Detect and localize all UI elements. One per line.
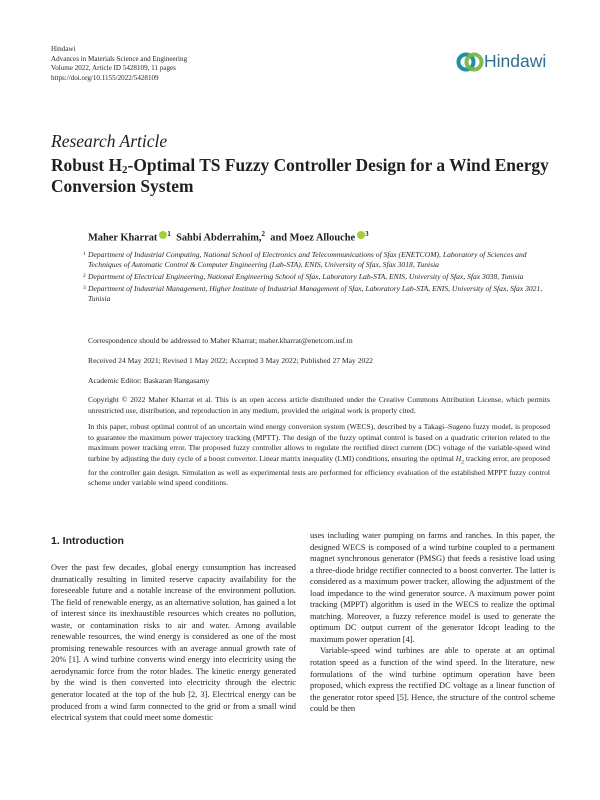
author-name[interactable]: and Moez Allouche <box>270 232 356 244</box>
affiliation-text: Department of Industrial Management, Higher Institute of Industrial Management of Sfax, Laboratory Lab-STA, ENIS, University of Sfax, Sfax 3021, Tunisia <box>88 283 543 303</box>
left-column <box>51 562 296 724</box>
affiliation <box>83 283 561 304</box>
abstract-part-2: tracking error, are proposed for the controller gain design. Simulation as well as experimental tests are performed for efficiency evaluation of the established MPPT fuzzy control scheme under variable wind speed conditions. <box>88 453 550 488</box>
article-title <box>51 155 561 197</box>
abstract <box>88 422 550 489</box>
journal-name: Advances in Materials Science and Engineering <box>51 54 188 63</box>
section-heading: 1. Introduction <box>51 535 124 547</box>
title-part-2: -Optimal TS Fuzzy Controller Design for a Wind Energy Conversion System <box>51 155 549 196</box>
hindawi-logo <box>456 48 556 78</box>
author-affil-sup: 2 <box>261 230 266 238</box>
article-type: Research Article <box>51 131 168 151</box>
right-column <box>310 530 555 715</box>
author-name[interactable]: Sahbi Abderrahim, <box>176 232 262 244</box>
hindawi-logo-text: Hindawi <box>484 51 547 71</box>
academic-editor: Academic Editor: Baskaran Rangasamy <box>88 376 210 385</box>
body-paragraph: uses including water pumping on farms and ranches. In this paper, the designed WECS is composed of a wind turbine coupled to a permanent magnet synchronous generator (PMSG) that feeds a resistive load using a three-diode bridge rectifier connected to a boost converter. The latter is considered as a maximum power tracker, allowing the adjustment of the load impedance to the wind generator source. A maximum power point tracking (MPPT) algorithm is used in the WECS to realize the optimal matching. Moreover, a fuzzy reference model is used to generate the optimum DC output current of the generator Idcopt leading to the maximum power operation [4]. <box>310 531 555 644</box>
title-part-1: Robust H <box>51 155 123 175</box>
dates-line: Received 24 May 2021; Revised 1 May 2022; Accepted 3 May 2022; Published 27 May 2022 <box>88 356 373 365</box>
hindawi-logo-icon <box>456 48 484 76</box>
affiliation-sup: 3 <box>83 284 86 291</box>
correspondence-line: Correspondence should be addressed to Maher Kharrat; maher.kharrat@enetcom.usf.tn <box>88 336 353 345</box>
author-name[interactable]: Maher Kharrat <box>88 232 158 244</box>
abstract-part-1: In this paper, robust optimal control of an uncertain wind energy conversion system (WECS), described by a Takagi–Sugeno fuzzy model, is proposed to guarantee the maximum power trajectory tracking (MPTT). The design of the fuzzy optimal control is based on a quadratic criterion related to the maximum power tracking error. The proposed fuzzy controller allows to regulate the rectified direct current (DC) voltage of the variable-speed wind turbine by adjusting the duty cycle of a boost converter. Linear matrix inequality (LMI) conditions, ensuring the optimal <box>88 422 550 463</box>
body-paragraph: Over the past few decades, global energy consumption has increased dramatically resulting in limited reserve capacity availability for the foreseeable future and a notable increase of the environment pollution. The field of renewable energy, as an alternative solution, has gained a lot of interest since its inexhaustible resources which creates no pollution, waste, or contamination risks to air and water. Among available renewable resources, the wind energy is considered as one of the most promising renewable resources with an average annual growth rate of 20% [1]. A wind turbine converts wind energy into electricity using the aerodynamic force from the rotor blades. The kinetic energy generated by the wind is then converted into electricity through the electric generator located at the top of the hub [2, 3]. Electrical energy can be produced from a wind farm connected to the grid or from a small wind electrical system that could meet some domestic <box>51 563 296 723</box>
affiliation-sup: 2 <box>83 272 86 279</box>
affiliation-text: Department of Industrial Computing, National School of Electronics and Telecommunications of Sfax (ENETCOM), Laboratory of Sciences and Techniques of Automatic Control & Computer Engineering (Lab-STA), ENIS, University of Sfax, Sfax 3018, Tunisia <box>88 250 527 270</box>
abstract-h-subscript: 2 <box>461 459 464 466</box>
volume-line: Volume 2022, Article ID 5428109, 11 pages <box>51 64 176 73</box>
author-affil-sup: 1 <box>167 230 171 238</box>
journal-metadata <box>51 45 187 83</box>
title-subscript: 2 <box>122 164 128 176</box>
affiliation <box>83 271 561 282</box>
author-list <box>88 230 369 243</box>
orcid-icon[interactable] <box>357 231 365 239</box>
affiliation-sup: 1 <box>83 251 86 257</box>
body-paragraph: Variable-speed wind turbines are able to operate at an optimal rotation speed as a function of the wind speed. In the literature, new formulations of the wind turbine optimum operation have been proposed, which express the rectified DC voltage as a linear function of the generator rotor speed [5]. Hence, the structure of the control scheme could be then <box>310 646 555 714</box>
author-affil-sup: 3 <box>365 230 369 238</box>
doi-link[interactable]: https://doi.org/10.1155/2022/5428109 <box>51 73 159 82</box>
affiliation <box>83 250 561 270</box>
copyright-notice: Copyright © 2022 Maher Kharrat et al. This is an open access article distributed under the Creative Commons Attribution License, which permits unrestricted use, distribution, and reproduction in any medium, provided the original work is properly cited. <box>88 395 550 415</box>
affiliation-text: Department of Electrical Engineering, National Engineering School of Sfax, Laboratory Lab-STA, ENIS, University of Sfax, Sfax 3038, Tunisia <box>88 271 524 281</box>
affiliation-list <box>83 250 561 306</box>
publisher-name: Hindawi <box>51 45 76 53</box>
abstract-h-symbol: H <box>455 453 462 463</box>
